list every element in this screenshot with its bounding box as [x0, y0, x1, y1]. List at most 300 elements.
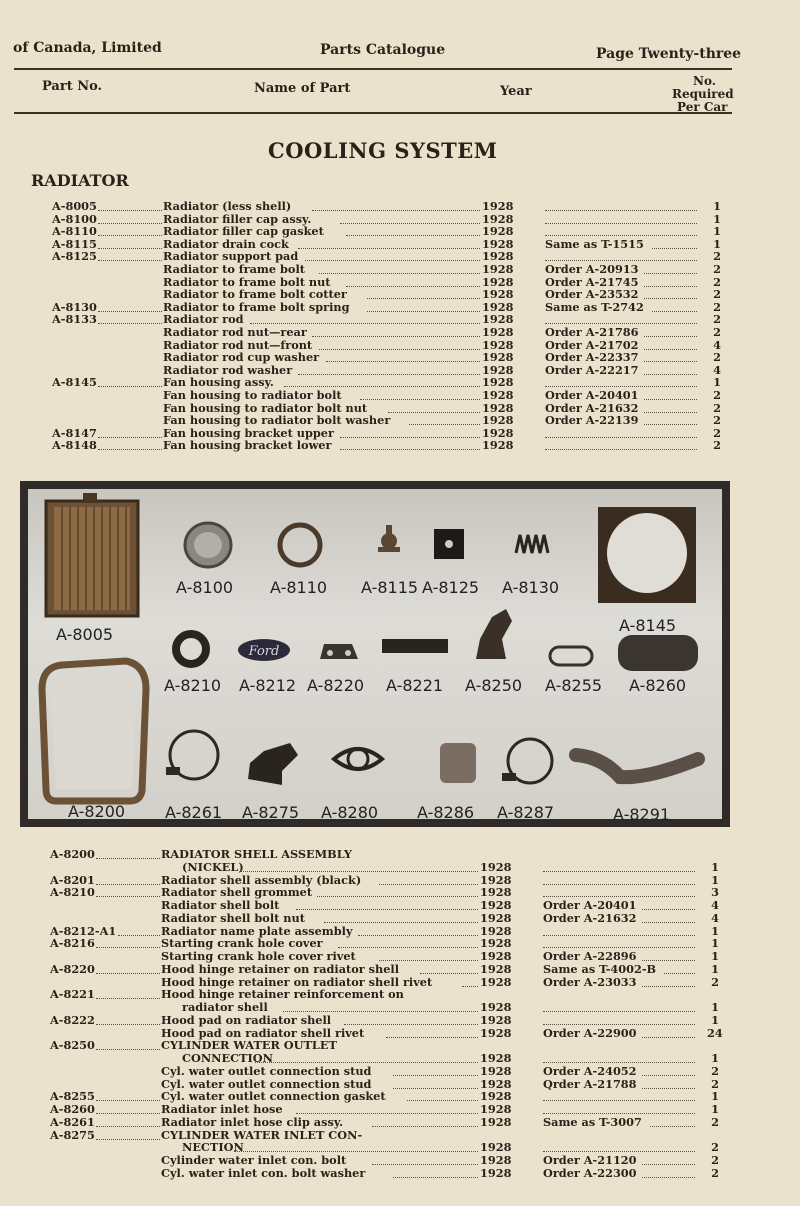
substitute-note: Order A-22896	[543, 949, 637, 963]
quantity: 4	[711, 910, 719, 925]
leader-dots	[543, 871, 695, 872]
leader-dots	[118, 935, 160, 936]
parts-illustration	[28, 489, 722, 819]
part-number: A-8005	[52, 199, 97, 213]
bent-hose-image	[576, 755, 698, 777]
part-year: 1928	[482, 425, 514, 440]
part-year: 1928	[480, 859, 512, 874]
part-year: 1928	[482, 438, 514, 453]
substitute-note: Same as T-4002-B	[543, 961, 657, 976]
part-year: 1928	[480, 923, 512, 938]
part-name: NECTION	[182, 1140, 244, 1155]
part-number: A-8216	[50, 936, 95, 951]
table-row	[50, 848, 730, 861]
part-name: CONNECTION	[182, 1051, 273, 1065]
photo-label: A-8005	[56, 625, 114, 644]
quantity: 2	[711, 1165, 719, 1180]
header-rule-top	[14, 68, 732, 70]
quantity: 24	[707, 1025, 723, 1040]
col-part-no: Part No.	[42, 79, 103, 94]
leader-dots	[296, 1113, 478, 1114]
quantity: 1	[711, 1000, 719, 1014]
part-number: A-8275	[50, 1127, 95, 1142]
quantity: 1	[713, 236, 721, 251]
parts-table-radiator	[52, 200, 732, 460]
leader-dots	[393, 1088, 478, 1089]
part-name: Cyl. water outlet connection stud	[161, 1063, 372, 1078]
photo-label: A-8287	[497, 803, 555, 822]
part-name: Fan housing to radiator bolt	[163, 388, 342, 402]
table-row	[50, 963, 730, 976]
part-name: Radiator shell bolt nut	[161, 910, 305, 925]
table-row	[50, 1039, 730, 1052]
quantity: 2	[713, 249, 721, 264]
table-row	[52, 427, 732, 440]
outlet-gasket-image	[550, 647, 592, 665]
radiator-shell-image	[42, 661, 146, 801]
grommet-image	[176, 634, 206, 664]
leader-dots	[96, 858, 160, 859]
part-year: 1928	[480, 910, 512, 925]
substitute-note: Order A-21786	[545, 325, 639, 339]
photo-label: A-8200	[68, 802, 126, 821]
quantity: 2	[711, 1140, 719, 1155]
photo-background	[28, 489, 722, 824]
substitute-note: Order A-21120	[543, 1153, 637, 1167]
quantity: 1	[711, 859, 719, 874]
leader-dots	[98, 235, 162, 236]
leader-dots	[407, 1100, 479, 1101]
part-year: 1928	[482, 262, 514, 276]
part-year: 1928	[480, 1153, 512, 1167]
photo-label: A-8220	[307, 676, 365, 695]
part-year: 1928	[480, 1012, 512, 1027]
parts-photo	[20, 481, 730, 827]
photo-label: A-8261	[165, 803, 223, 822]
leader-dots	[96, 1024, 160, 1025]
support-pad-image	[434, 529, 464, 559]
leader-dots	[319, 273, 480, 274]
leader-dots	[340, 437, 481, 438]
leader-dots	[644, 424, 697, 425]
leader-dots	[545, 210, 697, 211]
part-year: 1928	[482, 287, 514, 302]
leader-dots	[642, 909, 695, 910]
drain-cock-image	[378, 525, 400, 552]
part-name: Radiator shell bolt	[161, 898, 280, 912]
part-year: 1928	[480, 1165, 512, 1180]
spring-image	[516, 535, 548, 553]
part-number: A-8125	[52, 249, 97, 264]
part-number: A-8260	[50, 1102, 95, 1116]
part-year: 1928	[482, 211, 514, 226]
table-row	[52, 200, 732, 213]
part-name: Hood hinge retainer reinforcement on	[161, 987, 404, 1002]
hinge-retainer-image	[320, 644, 358, 659]
leader-dots	[388, 412, 480, 413]
leader-dots	[96, 896, 160, 897]
radiator-core-image	[46, 493, 138, 616]
quantity: 1	[711, 1051, 719, 1065]
quantity: 2	[711, 1076, 719, 1091]
part-year: 1928	[482, 249, 514, 264]
quantity: 1	[713, 199, 721, 213]
part-name: Cyl. water outlet connection stud	[161, 1076, 372, 1091]
quantity: 2	[713, 388, 721, 402]
part-name: Fan housing bracket upper	[163, 425, 334, 440]
leader-dots	[96, 1100, 160, 1101]
leader-dots	[543, 1011, 695, 1012]
part-year: 1928	[482, 299, 514, 314]
leader-dots	[372, 1126, 478, 1127]
leader-dots	[298, 374, 480, 375]
leader-dots	[344, 1024, 478, 1025]
part-year: 1928	[482, 337, 514, 352]
leader-dots	[296, 909, 478, 910]
leader-dots	[652, 311, 697, 312]
leader-dots	[642, 1088, 695, 1089]
photo-label: A-8100	[176, 578, 234, 597]
leader-dots	[96, 1126, 160, 1127]
leader-dots	[545, 223, 697, 224]
part-number: A-8250	[50, 1038, 95, 1053]
substitute-note: Order A-22139	[545, 413, 639, 428]
part-name: Radiator (less shell)	[163, 199, 292, 213]
table-row	[50, 1001, 730, 1014]
part-number: A-8212-A1	[50, 923, 117, 938]
part-name: Fan housing bracket lower	[163, 438, 332, 453]
table-row	[50, 1014, 730, 1027]
substitute-note: Order A-22337	[545, 350, 639, 365]
part-number: A-8220	[50, 961, 95, 976]
table-row	[50, 1065, 730, 1078]
part-name: (NICKEL)	[182, 859, 244, 874]
photo-label: A-8250	[465, 676, 523, 695]
part-year: 1928	[480, 949, 512, 963]
part-number: A-8115	[52, 236, 97, 251]
substitute-note: Order A-20401	[543, 898, 637, 912]
part-name: Hood pad on radiator shell	[161, 1012, 332, 1027]
part-number: A-8100	[52, 211, 97, 226]
substitute-note: Order A-21632	[545, 400, 639, 415]
substitute-note: Order A-22300	[543, 1165, 637, 1180]
leader-dots	[642, 1075, 695, 1076]
table-row	[50, 1027, 730, 1040]
table-row	[52, 364, 732, 377]
leader-dots	[283, 1011, 478, 1012]
part-number: A-8148	[52, 438, 97, 453]
photo-label: A-8130	[502, 578, 560, 597]
quantity: 2	[713, 299, 721, 314]
leader-dots	[652, 248, 697, 249]
leader-dots	[96, 947, 160, 948]
table-row	[50, 988, 730, 1001]
quantity: 2	[713, 312, 721, 327]
quantity: 1	[711, 923, 719, 938]
quantity: 1	[713, 375, 721, 390]
leader-dots	[96, 884, 160, 885]
part-year: 1928	[480, 1114, 512, 1129]
table-row	[50, 1167, 730, 1180]
leader-dots	[543, 1100, 695, 1101]
part-name: Cylinder water inlet con. bolt	[161, 1153, 347, 1167]
photo-label: A-8210	[164, 676, 222, 695]
photo-label: A-8221	[386, 676, 444, 695]
leader-dots	[644, 361, 697, 362]
quantity: 2	[713, 425, 721, 440]
substitute-note: Order A-22217	[545, 362, 639, 377]
part-number: A-8261	[50, 1114, 95, 1129]
quantity: 2	[713, 274, 721, 289]
leader-dots	[98, 260, 162, 261]
part-name: Radiator to frame bolt nut	[163, 274, 331, 289]
part-name: Radiator support pad	[163, 249, 299, 264]
leader-dots	[96, 1113, 160, 1114]
substitute-note: Order A-22900	[543, 1025, 637, 1040]
part-name: RADIATOR SHELL ASSEMBLY	[161, 847, 352, 861]
leader-dots	[96, 1139, 160, 1140]
quantity: 1	[711, 949, 719, 963]
part-name: Radiator to frame bolt cotter	[163, 287, 347, 302]
quantity: 2	[713, 325, 721, 339]
quantity: 1	[713, 211, 721, 226]
substitute-note: Same as T-2742	[545, 299, 644, 314]
quantity: 4	[713, 362, 721, 377]
part-name: Hood hinge retainer on radiator shell	[161, 961, 400, 976]
col-req-2: Required	[672, 87, 734, 101]
part-year: 1928	[482, 312, 514, 327]
leader-dots	[338, 947, 479, 948]
part-name: Fan housing to radiator bolt nut	[163, 400, 368, 415]
header-right: Page Twenty-three	[596, 46, 742, 62]
leader-dots	[305, 260, 480, 261]
quantity: 4	[713, 337, 721, 352]
leader-dots	[642, 1164, 695, 1165]
leader-dots	[393, 1177, 478, 1178]
leader-dots	[379, 884, 478, 885]
leader-dots	[346, 286, 480, 287]
part-name: Radiator shell assembly (black)	[161, 872, 362, 887]
part-year: 1928	[480, 885, 512, 900]
filler-cap-gasket-image	[280, 525, 320, 565]
substitute-note: Order A-21745	[545, 274, 639, 289]
part-name: Radiator shell grommet	[161, 885, 313, 900]
table-row	[50, 1116, 730, 1129]
leader-dots	[543, 1113, 695, 1114]
leader-dots	[312, 336, 480, 337]
part-year: 1928	[480, 1089, 512, 1104]
part-name: Radiator inlet hose clip assy.	[161, 1114, 344, 1129]
photo-label: A-8260	[629, 676, 687, 695]
part-year: 1928	[482, 400, 514, 415]
leader-dots	[420, 973, 478, 974]
part-year: 1928	[480, 974, 512, 989]
photo-label: A-8280	[321, 803, 379, 822]
part-year: 1928	[480, 872, 512, 887]
part-year: 1928	[480, 1140, 512, 1155]
leader-dots	[98, 323, 162, 324]
leader-dots	[462, 986, 478, 987]
leader-dots	[96, 998, 160, 999]
leader-dots	[664, 973, 695, 974]
leader-dots	[360, 399, 480, 400]
part-name: Starting crank hole cover rivet	[161, 949, 356, 963]
leader-dots	[543, 1024, 695, 1025]
leader-dots	[379, 960, 478, 961]
part-number: A-8145	[52, 375, 97, 390]
leader-dots	[98, 386, 162, 387]
leader-dots	[644, 298, 697, 299]
part-year: 1928	[482, 224, 514, 239]
leader-dots	[367, 311, 480, 312]
part-year: 1928	[482, 362, 514, 377]
quantity: 2	[713, 287, 721, 302]
ford-script: Ford	[248, 644, 280, 659]
table-row	[52, 301, 732, 314]
table-row	[50, 912, 730, 925]
leader-dots	[642, 1037, 695, 1038]
photo-label: A-8125	[422, 578, 480, 597]
part-name: Radiator rod nut—rear	[163, 325, 307, 339]
table-row	[50, 1078, 730, 1091]
quantity: 2	[713, 400, 721, 415]
quantity: 1	[711, 1089, 719, 1104]
quantity: 2	[711, 1114, 719, 1129]
quantity: 2	[713, 262, 721, 276]
hose-clip-2-image	[502, 739, 552, 783]
part-number: A-8222	[50, 1012, 95, 1027]
col-year: Year	[500, 84, 532, 99]
part-number: A-8210	[50, 885, 95, 900]
section-title: RADIATOR	[31, 171, 129, 190]
quantity: 1	[711, 1102, 719, 1116]
substitute-note: Order A-21632	[543, 910, 637, 925]
quantity: 2	[711, 1063, 719, 1078]
quantity: 1	[711, 961, 719, 976]
leader-dots	[644, 349, 697, 350]
parts-table-shell	[50, 848, 730, 1188]
hose-clip-image	[166, 731, 218, 779]
leader-dots	[545, 449, 697, 450]
leader-dots	[644, 399, 697, 400]
part-year: 1928	[480, 936, 512, 951]
leader-dots	[644, 412, 697, 413]
leader-dots	[346, 235, 480, 236]
part-number: A-8221	[50, 987, 95, 1002]
part-name: Radiator name plate assembly	[161, 923, 353, 938]
part-name: CYLINDER WATER INLET CON-	[161, 1127, 363, 1142]
table-row	[50, 1129, 730, 1142]
photo-label: A-8145	[619, 616, 677, 635]
leader-dots	[312, 210, 480, 211]
part-number: A-8255	[50, 1089, 95, 1104]
quantity: 1	[711, 936, 719, 951]
part-name: Radiator filler cap gasket	[163, 224, 324, 239]
leader-dots	[298, 248, 480, 249]
inlet-connection-image	[248, 743, 298, 785]
table-row	[52, 238, 732, 251]
leader-dots	[367, 298, 480, 299]
part-name: Radiator rod	[163, 312, 244, 327]
part-name: Radiator rod nut—front	[163, 337, 313, 352]
part-year: 1928	[480, 1051, 512, 1065]
quantity: 1	[713, 224, 721, 239]
part-name: Fan housing to radiator bolt washer	[163, 413, 391, 428]
substitute-note: Order A-23532	[545, 287, 639, 302]
table-row	[52, 213, 732, 226]
leader-dots	[340, 449, 481, 450]
leader-dots	[393, 1075, 478, 1076]
leader-dots	[543, 935, 695, 936]
photo-label: A-8110	[270, 578, 328, 597]
quantity: 2	[713, 438, 721, 453]
part-year: 1928	[482, 236, 514, 251]
part-name: Radiator to frame bolt	[163, 262, 305, 276]
leader-dots	[642, 1177, 695, 1178]
photo-label: A-8255	[545, 676, 603, 695]
header-rule-bottom	[14, 112, 732, 114]
part-name: Radiator inlet hose	[161, 1102, 283, 1116]
part-name: radiator shell	[182, 1000, 268, 1014]
leader-dots	[543, 1062, 695, 1063]
leader-dots	[642, 922, 695, 923]
leader-dots	[317, 896, 478, 897]
leader-dots	[98, 311, 162, 312]
leader-dots	[340, 223, 481, 224]
part-year: 1928	[480, 1076, 512, 1091]
leader-dots	[98, 210, 162, 211]
photo-label: A-8115	[361, 578, 419, 597]
header-left: of Canada, Limited	[13, 40, 162, 56]
leader-dots	[98, 449, 162, 450]
part-name: Radiator drain cock	[163, 236, 289, 251]
short-hose-image	[440, 743, 476, 783]
quantity: 2	[713, 350, 721, 365]
leader-dots	[96, 973, 160, 974]
part-year: 1928	[482, 199, 514, 213]
part-number: A-8110	[52, 224, 97, 239]
part-year: 1928	[482, 388, 514, 402]
leader-dots	[324, 922, 478, 923]
quantity: 2	[713, 413, 721, 428]
leader-dots	[98, 248, 162, 249]
inlet-hose-image	[618, 635, 698, 671]
table-row	[50, 874, 730, 887]
quantity: 2	[711, 974, 719, 989]
leader-dots	[372, 1164, 478, 1165]
substitute-note: Order A-24052	[543, 1063, 637, 1078]
quantity: 3	[711, 885, 719, 900]
leader-dots	[642, 960, 695, 961]
leader-dots	[326, 361, 480, 362]
substitute-note: Order A-20401	[545, 388, 639, 402]
part-name: Hood hinge retainer on radiator shell rivet	[161, 974, 433, 989]
leader-dots	[644, 273, 697, 274]
part-year: 1928	[480, 1000, 512, 1014]
part-name: Radiator to frame bolt spring	[163, 299, 350, 314]
leader-dots	[644, 336, 697, 337]
leader-dots	[358, 935, 478, 936]
leader-dots	[650, 1126, 695, 1127]
part-year: 1928	[482, 375, 514, 390]
part-year: 1928	[480, 898, 512, 912]
leader-dots	[96, 1049, 160, 1050]
leader-dots	[642, 986, 695, 987]
part-number: A-8147	[52, 425, 97, 440]
header-center: Parts Catalogue	[320, 42, 446, 58]
part-name: Cyl. water inlet con. bolt washer	[161, 1165, 366, 1180]
part-number: A-8200	[50, 847, 95, 861]
